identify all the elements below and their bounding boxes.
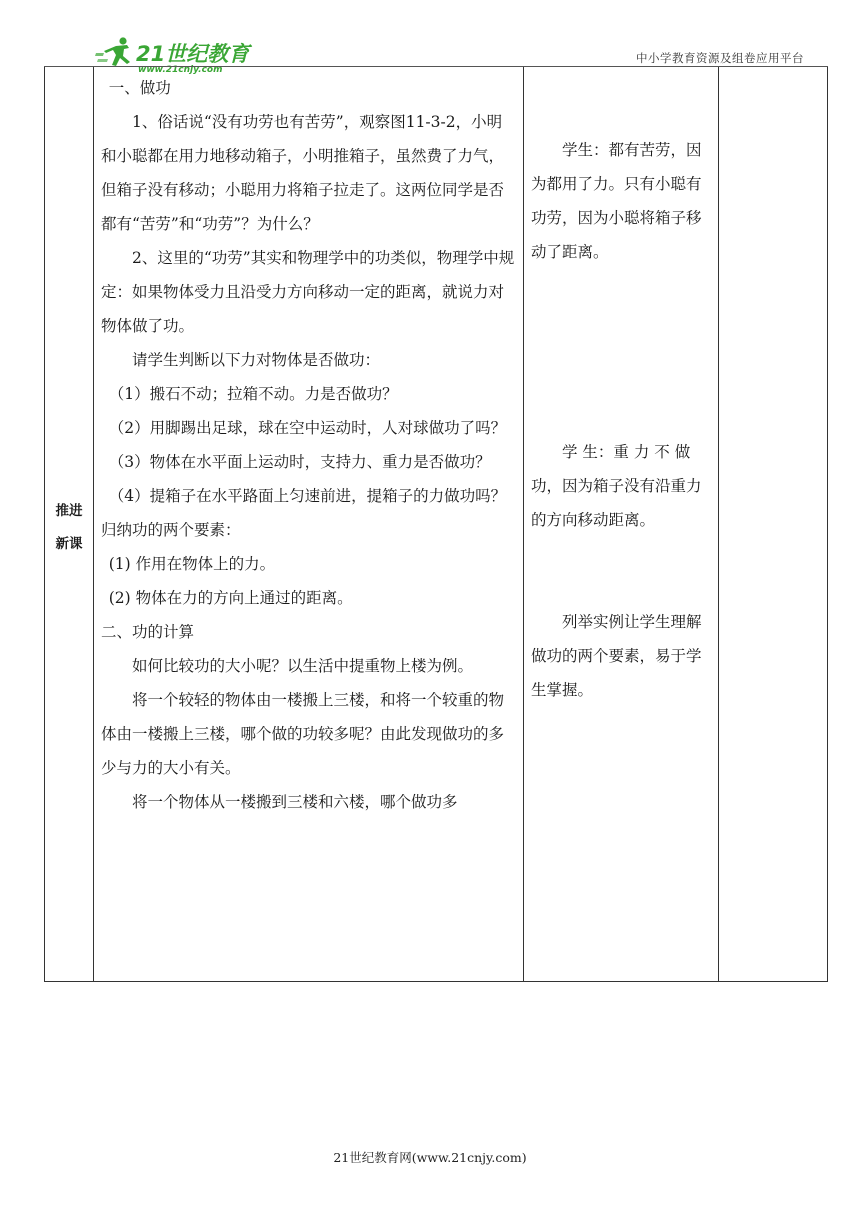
paragraph: 将一个物体从一楼搬到三楼和六楼，哪个做功多 xyxy=(132,793,458,811)
paragraph: 归纳功的两个要素： xyxy=(101,521,241,539)
platform-text: 中小学教育资源及组卷应用平台 xyxy=(636,51,804,65)
logo-text: 21世纪教育 xyxy=(136,42,250,66)
paragraph: 1、俗话说“没有功劳也有苦劳”，观察图11-3-2，小明和小聪都在用力地移动箱子，小明推箱子，虽然费了力气，但箱子没有移动；小聪用力将箱子拉走了。这两位同学是否都有“苦劳”和“功劳”？为什么？ xyxy=(101,113,505,233)
student-note-text: 学生：都有苦劳，因为都用了力。只有小聪有功劳，因为小聪将箱子移动了距离。 xyxy=(531,141,702,261)
list-item: (2) 物体在力的方向上通过的距离。 xyxy=(108,589,353,607)
student-note xyxy=(531,435,713,537)
question-item: （1）搬石不动；拉箱不动。力是否做功？ xyxy=(108,385,398,403)
student-note-text: 学 生：重 力 不 做功，因为箱子没有沿重力的方向移动距离。 xyxy=(531,443,702,529)
student-note xyxy=(531,133,713,269)
student-note-text: 列举实例让学生理解做功的两个要素，易于学生掌握。 xyxy=(531,613,702,699)
heading-doing-work: 一、做功 xyxy=(108,79,171,97)
lesson-table xyxy=(44,67,828,982)
question-item: （2）用脚踢出足球，球在空中运动时，人对球做功了吗？ xyxy=(108,419,507,437)
column-divider xyxy=(93,67,94,981)
paragraph: 将一个较轻的物体由一楼搬上三楼，和将一个较重的物体由一楼搬上三楼，哪个做的功较多呢？由此发现做功的多少与力的大小有关。 xyxy=(101,691,505,777)
heading-work-calculation: 二、功的计算 xyxy=(101,623,195,641)
list-item: (1) 作用在物体上的力。 xyxy=(108,555,276,573)
student-note xyxy=(531,605,713,707)
section-label-text: 推进新课 xyxy=(55,503,83,552)
column-divider xyxy=(523,67,524,981)
teacher-activity-column xyxy=(101,71,517,819)
section-label xyxy=(45,495,93,561)
paragraph: 请学生判断以下力对物体是否做功： xyxy=(132,351,381,369)
question-item: （3）物体在水平面上运动时，支持力、重力是否做功？ xyxy=(108,453,491,471)
page-footer: 21世纪教育网(www.21cnjy.com) xyxy=(333,1150,527,1165)
question-item: （4）提箱子在水平路面上匀速前进，提箱子的力做功吗？ xyxy=(108,487,507,505)
paragraph: 2、这里的“功劳”其实和物理学中的功类似，物理学中规定：如果物体受力且沿受力方向移动一定的距离，就说力对物体做了功。 xyxy=(101,249,515,335)
column-divider xyxy=(718,67,719,981)
logo-url: www.21cnjy.com xyxy=(138,65,223,74)
paragraph: 如何比较功的大小呢？以生活中提重物上楼为例。 xyxy=(132,657,474,675)
